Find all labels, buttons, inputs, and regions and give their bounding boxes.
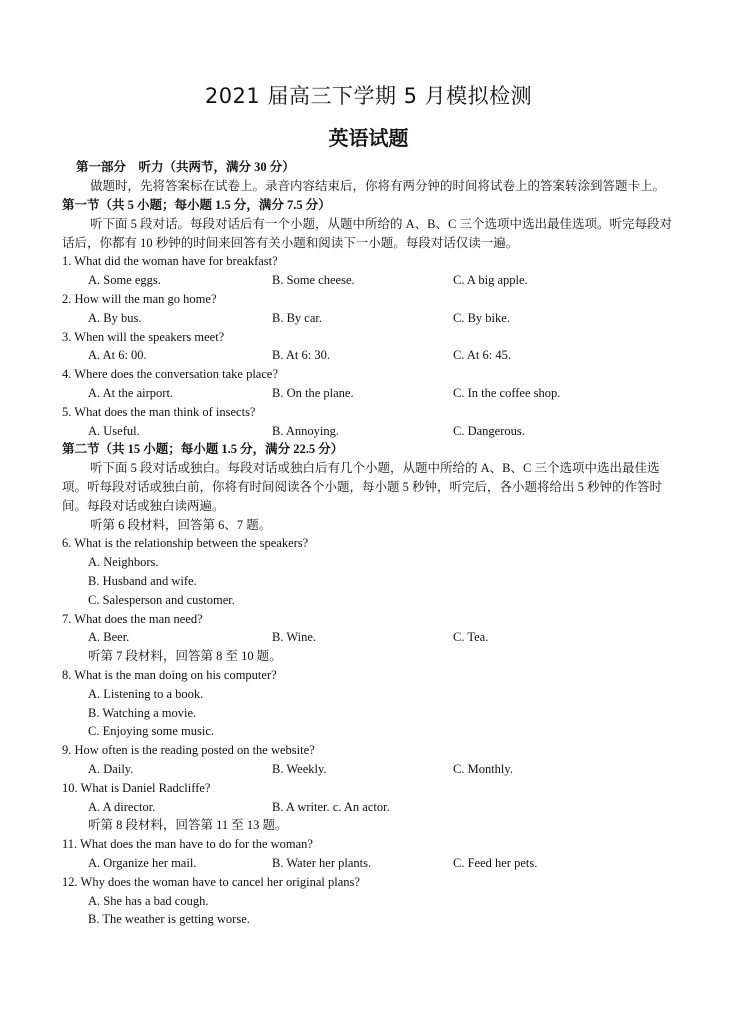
option-c: C. Enjoying some music. <box>88 724 215 739</box>
question-11: 11. What does the man have to do for the woman? <box>62 837 313 852</box>
option-c: C. Salesperson and customer. <box>88 592 235 607</box>
question-5: 5. What does the man think of insects? <box>62 404 256 419</box>
question-1: 1. What did the woman have for breakfast? <box>62 254 278 269</box>
option-c: C. By bike. <box>453 310 510 325</box>
option-a: A. Listening to a book. <box>88 686 204 701</box>
option-a: A. At the airport. <box>88 386 174 401</box>
option-a: A. Neighbors. <box>88 555 159 570</box>
question-2-options <box>62 309 674 328</box>
question-5-options <box>62 422 674 441</box>
option-b: B. Some cheese. <box>272 273 355 288</box>
question-3-options <box>62 346 674 365</box>
option-b: B. The weather is getting worse. <box>88 912 250 927</box>
option-c: C. At 6: 45. <box>453 348 511 363</box>
option-c: C. Monthly. <box>453 762 513 776</box>
option-b: B. Watching a movie. <box>88 705 197 720</box>
option-a: A. Organize her mail. <box>88 855 197 870</box>
option-c: C. A big apple. <box>453 273 528 288</box>
material-6-note: 听第 6 段材料，回答第 6、7 题。 <box>90 517 272 532</box>
section2-heading: 第二节（共 15 小题；每小题 1.5 分，满分 22.5 分） <box>62 442 344 457</box>
exam-content <box>62 158 674 929</box>
option-a: A. Some eggs. <box>88 273 161 288</box>
question-12: 12. Why does the woman have to cancel her original plans? <box>62 874 360 889</box>
material-7-note: 听第 7 段材料，回答第 8 至 10 题。 <box>88 649 282 664</box>
part1-intro: 做题时，先将答案标在试卷上。录音内容结束后，你将有两分钟的时间将试卷上的答案转涂到答题卡上。 <box>90 178 666 193</box>
question-8: 8. What is the man doing on his computer? <box>62 668 277 683</box>
question-4-options <box>62 384 674 403</box>
option-b: B. Water her plants. <box>272 855 372 870</box>
option-b: B. Weekly. <box>272 762 327 776</box>
option-a: A. By bus. <box>88 310 142 325</box>
question-4: 4. Where does the conversation take place? <box>62 367 278 382</box>
question-9-options <box>62 760 674 779</box>
question-10: 10. What is Daniel Radcliffe? <box>62 780 211 795</box>
option-a: A. Useful. <box>88 423 140 438</box>
question-11-options <box>62 854 674 873</box>
option-a: A. At 6: 00. <box>88 348 147 363</box>
material-8-note: 听第 8 段材料，回答第 11 至 13 题。 <box>88 818 288 833</box>
option-a: A. Beer. <box>88 630 130 645</box>
option-b: B. At 6: 30. <box>272 348 330 363</box>
option-b: B. Wine. <box>272 630 317 645</box>
question-10-options <box>62 798 674 817</box>
question-7: 7. What does the man need? <box>62 611 203 626</box>
option-b: B. Annoying. <box>272 423 340 438</box>
option-c: C. Tea. <box>453 630 489 645</box>
exam-subtitle: 英语试题 <box>328 126 409 150</box>
exam-title: 2021 届高三下学期 5 月模拟检测 <box>204 84 533 108</box>
section1-heading: 第一节（共 5 小题；每小题 1.5 分，满分 7.5 分） <box>62 198 331 213</box>
question-6: 6. What is the relationship between the speakers? <box>62 536 309 551</box>
option-b: B. A writer. c. An actor. <box>272 799 390 814</box>
section1-intro: 听下面 5 段对话。每段对话后有一个小题，从题中所给的 A、B、C 三个选项中选出最佳选项。听完每段对话后，你都有 10 秒钟的时间来回答有关小题和阅读下一小题。每段对话仅读一遍。 <box>62 216 672 250</box>
option-b: B. On the plane. <box>272 386 354 401</box>
question-7-options <box>62 628 674 647</box>
option-a: A. She has a bad cough. <box>88 893 209 908</box>
option-c: C. In the coffee shop. <box>453 386 561 401</box>
option-a: A. A director. <box>88 799 156 814</box>
option-a: A. Daily. <box>88 762 134 776</box>
question-3: 3. When will the speakers meet? <box>62 329 225 344</box>
question-2: 2. How will the man go home? <box>62 292 217 307</box>
option-c: C. Feed her pets. <box>453 855 538 870</box>
section2-intro: 听下面 5 段对话或独白。每段对话或独白后有几个小题，从题中所给的 A、B、C 三个选项中选出最佳选项。听每段对话或独白前，你将有时间阅读各个小题，每小题 5 秒钟，听完后，各小题将给出 5 秒钟的作答时间。每段对话或独白读两遍。 <box>62 461 663 513</box>
question-9: 9. How often is the reading posted on the website? <box>62 743 315 758</box>
question-1-options <box>62 271 674 290</box>
option-b: B. Husband and wife. <box>88 574 197 589</box>
option-c: C. Dangerous. <box>453 423 525 438</box>
part1-heading: 第一部分 听力（共两节，满分 30 分） <box>76 160 295 174</box>
option-b: B. By car. <box>272 310 322 325</box>
